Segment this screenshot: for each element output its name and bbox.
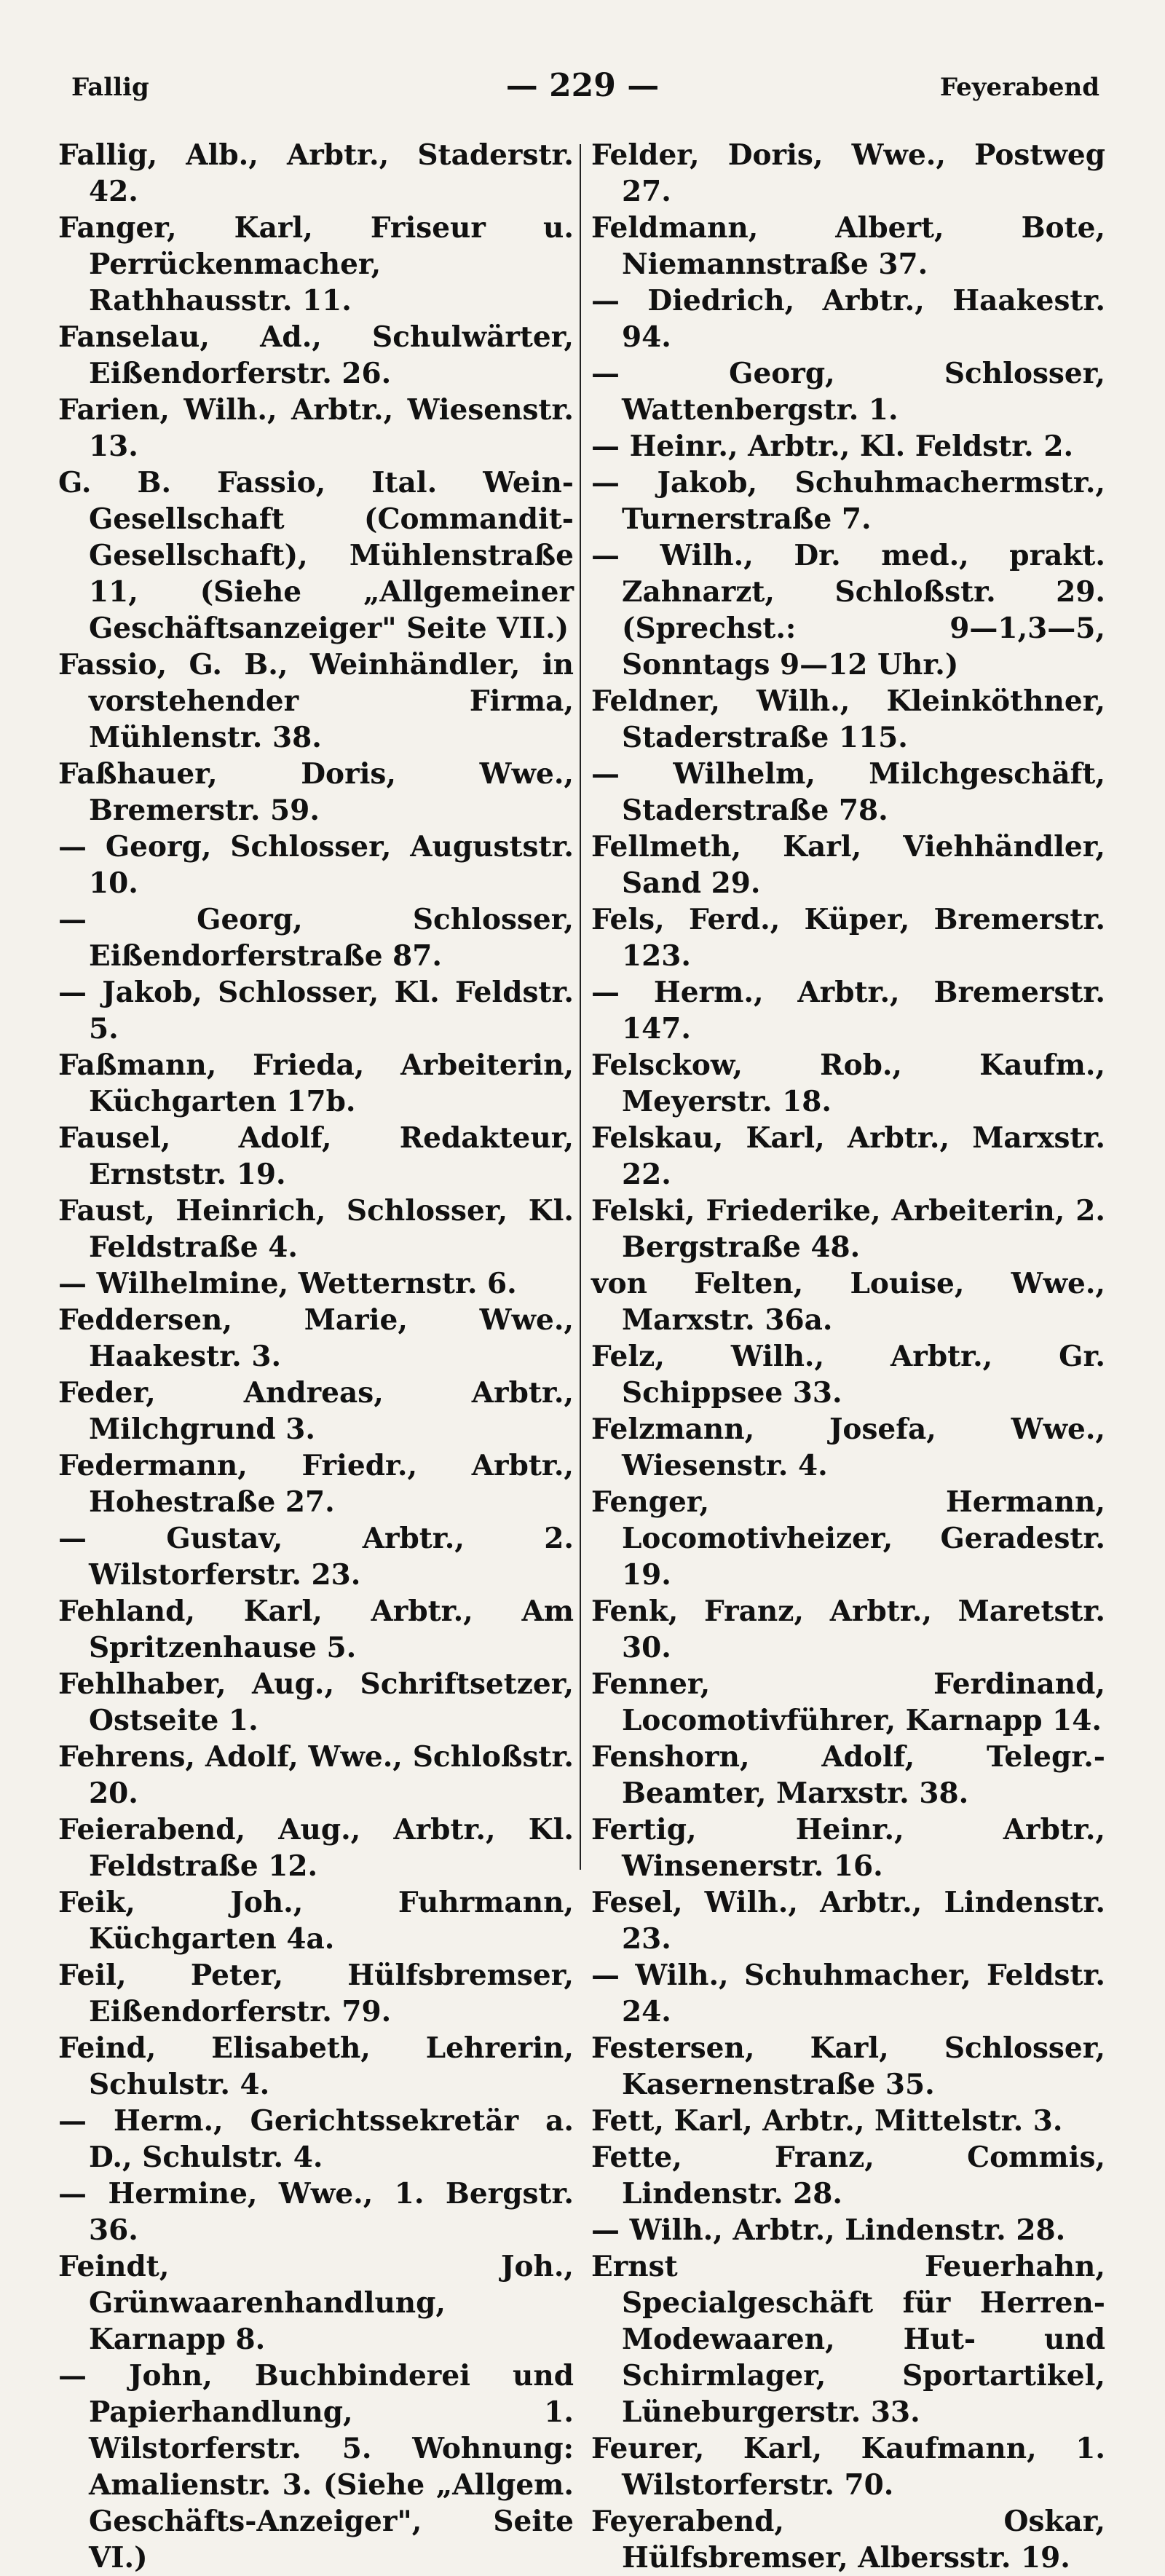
directory-entry: Fanselau, Ad., Schulwärter, Eißendorferstr. 26.: [58, 320, 574, 390]
directory-entry: Feindt, Joh., Grünwaarenhandlung, Karnapp 8.: [58, 2250, 574, 2356]
directory-entry: Felder, Doris, Wwe., Postweg 27.: [591, 138, 1105, 208]
directory-entry: von Felten, Louise, Wwe., Marxstr. 36a.: [591, 1267, 1105, 1337]
directory-entry: Feddersen, Marie, Wwe., Haakestr. 3.: [58, 1303, 574, 1373]
directory-entry: — Diedrich, Arbtr., Haakestr. 94.: [591, 284, 1105, 354]
directory-entry: Faßhauer, Doris, Wwe., Bremerstr. 59.: [58, 757, 574, 827]
directory-entry: Felskau, Karl, Arbtr., Marxstr. 22.: [591, 1121, 1105, 1191]
directory-entry: Fenner, Ferdinand, Locomotivführer, Karnapp 14.: [591, 1667, 1105, 1737]
directory-entry: Feind, Elisabeth, Lehrerin, Schulstr. 4.: [58, 2031, 574, 2101]
directory-entry: Faust, Heinrich, Schlosser, Kl. Feldstraße 4.: [58, 1194, 574, 1264]
header-first-entry: Fallig: [71, 73, 149, 102]
directory-entry: — Heinr., Arbtr., Kl. Feldstr. 2.: [591, 430, 1074, 463]
directory-entry: Fette, Franz, Commis, Lindenstr. 28.: [591, 2141, 1105, 2210]
directory-entry: Faßmann, Frieda, Arbeiterin, Küchgarten 17b.: [58, 1048, 574, 1118]
directory-entry: Felski, Friederike, Arbeiterin, 2. Bergstraße 48.: [591, 1194, 1105, 1264]
directory-entry: G. B. Fassio, Ital. Wein-Gesellschaft (Commandit-Gesellschaft), Mühlenstraße 11, (Siehe „Allgemeiner Geschäftsanzeiger" Seite VII.): [58, 466, 574, 645]
directory-entry: Festersen, Karl, Schlosser, Kasernenstraße 35.: [591, 2031, 1105, 2101]
directory-entry: Felzmann, Josefa, Wwe., Wiesenstr. 4.: [591, 1413, 1105, 1482]
directory-entry: — Herm., Gerichtssekretär a. D., Schulstr. 4.: [58, 2104, 574, 2174]
directory-entry: Felz, Wilh., Arbtr., Gr. Schippsee 33.: [591, 1340, 1105, 1410]
page-header: [58, 67, 1107, 111]
directory-entry: — Wilh., Arbtr., Lindenstr. 28.: [591, 2213, 1066, 2247]
directory-entry: — Wilh., Dr. med., prakt. Zahnarzt, Schloßstr. 29. (Sprechst.: 9—1,3—5, Sonntags 9—12 Uhr.): [591, 539, 1105, 681]
directory-entry: Fenshorn, Adolf, Telegr.-Beamter, Marxstr. 38.: [591, 1740, 1105, 1810]
directory-entry: Fenk, Franz, Arbtr., Maretstr. 30.: [591, 1595, 1105, 1664]
directory-entry: Farien, Wilh., Arbtr., Wiesenstr. 13.: [58, 393, 574, 463]
directory-entry: — Herm., Arbtr., Bremerstr. 147.: [591, 976, 1105, 1046]
left-column: [58, 137, 574, 2576]
directory-entry: Fehland, Karl, Arbtr., Am Spritzenhause 5.: [58, 1595, 574, 1664]
directory-entry: Fels, Ferd., Küper, Bremerstr. 123.: [591, 903, 1105, 973]
directory-entry: — Hermine, Wwe., 1. Bergstr. 36.: [58, 2177, 574, 2247]
directory-entry: Feldmann, Albert, Bote, Niemannstraße 37.: [591, 211, 1105, 281]
directory-entry: — John, Buchbinderei und Papierhandlung, 1. Wilstorferstr. 5. Wohnung: Amalienstr. 3. (Siehe „Allgem. Geschäfts-Anzeiger", Seite VI.): [58, 2359, 574, 2575]
directory-entry: Feurer, Karl, Kaufmann, 1. Wilstorferstr. 70.: [591, 2432, 1105, 2502]
directory-entry: Feierabend, Aug., Arbtr., Kl. Feldstraße 12.: [58, 1813, 574, 1883]
header-last-entry: Feyerabend: [939, 73, 1099, 102]
directory-entry: Fehlhaber, Aug., Schriftsetzer, Ostseite 1.: [58, 1667, 574, 1737]
directory-entry: Feder, Andreas, Arbtr., Milchgrund 3.: [58, 1376, 574, 1446]
page-number: — 229 —: [505, 67, 660, 104]
directory-entry: Feil, Peter, Hülfsbremser, Eißendorferstr. 79.: [58, 1959, 574, 2028]
directory-entry: — Jakob, Schlosser, Kl. Feldstr. 5.: [58, 976, 574, 1046]
directory-entry: Federmann, Friedr., Arbtr., Hohestraße 27.: [58, 1449, 574, 1519]
directory-entry: Felsckow, Rob., Kaufm., Meyerstr. 18.: [591, 1048, 1105, 1118]
directory-entry: — Georg, Schlosser, Wattenbergstr. 1.: [591, 357, 1105, 427]
directory-entry: Fallig, Alb., Arbtr., Staderstr. 42.: [58, 138, 574, 208]
directory-entry: — Wilhelmine, Wetternstr. 6.: [58, 1267, 517, 1300]
column-divider: [580, 144, 581, 1870]
directory-entry: Fellmeth, Karl, Viehhändler, Sand 29.: [591, 830, 1105, 900]
directory-entry: — Wilh., Schuhmacher, Feldstr. 24.: [591, 1959, 1105, 2028]
directory-entry: — Georg, Schlosser, Auguststr. 10.: [58, 830, 574, 900]
directory-entry: Fassio, G. B., Weinhändler, in vorstehender Firma, Mühlenstr. 38.: [58, 648, 574, 754]
directory-entry: — Georg, Schlosser, Eißendorferstraße 87.: [58, 903, 574, 973]
directory-entry: Ernst Feuerhahn, Specialgeschäft für Herren-Modewaaren, Hut- und Schirmlager, Sportartikel, Lüneburgerstr. 33.: [591, 2250, 1105, 2429]
directory-entry: Feyerabend, Oskar, Hülfsbremser, Albersstr. 19.: [591, 2505, 1105, 2575]
directory-entry: Fertig, Heinr., Arbtr., Winsenerstr. 16.: [591, 1813, 1105, 1883]
directory-entry: — Gustav, Arbtr., 2. Wilstorferstr. 23.: [58, 1522, 574, 1592]
right-column: [591, 137, 1105, 2576]
directory-entry: Feik, Joh., Fuhrmann, Küchgarten 4a.: [58, 1886, 574, 1956]
directory-entry: Fausel, Adolf, Redakteur, Ernststr. 19.: [58, 1121, 574, 1191]
directory-entry: Fenger, Hermann, Locomotivheizer, Geradestr. 19.: [591, 1485, 1105, 1592]
directory-entry: Fesel, Wilh., Arbtr., Lindenstr. 23.: [591, 1886, 1105, 1956]
directory-entry: — Wilhelm, Milchgeschäft, Staderstraße 78.: [591, 757, 1105, 827]
directory-entry: — Jakob, Schuhmachermstr., Turnerstraße 7.: [591, 466, 1105, 536]
directory-entry: Fanger, Karl, Friseur u. Perrückenmacher, Rathhausstr. 11.: [58, 211, 574, 317]
directory-entry: Fett, Karl, Arbtr., Mittelstr. 3.: [591, 2104, 1063, 2138]
directory-entry: Fehrens, Adolf, Wwe., Schloßstr. 20.: [58, 1740, 574, 1810]
directory-entry: Feldner, Wilh., Kleinköthner, Staderstraße 115.: [591, 684, 1105, 754]
